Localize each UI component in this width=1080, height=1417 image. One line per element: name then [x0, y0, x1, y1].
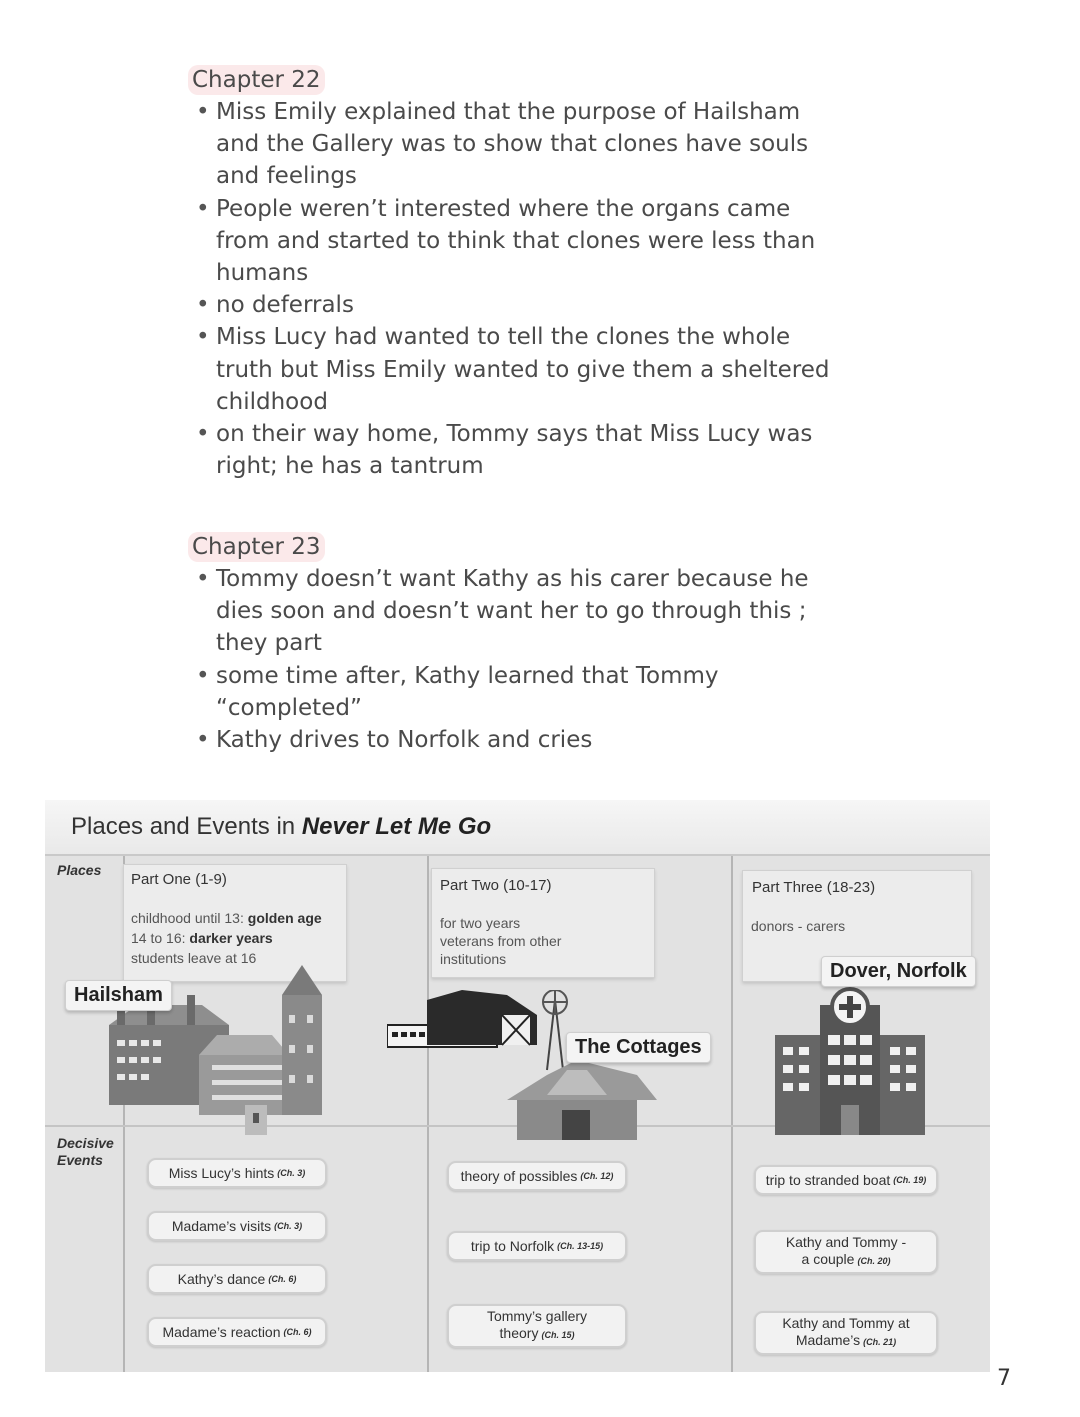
part-two-title: Part Two (10-17): [440, 877, 552, 894]
event-madames-visits: Madame’s visits (Ch. 3): [147, 1211, 327, 1241]
event-trip-to-stranded-boat: trip to stranded boat (Ch. 19): [754, 1165, 938, 1195]
place-label-dover-norfolk: Dover, Norfolk: [821, 956, 976, 987]
list-item: • People weren’t interested where the organs came from and started to think that clones were less than humans: [196, 193, 846, 290]
part-one-title: Part One (1-9): [131, 871, 227, 888]
event-madames-reaction: Madame’s reaction (Ch. 6): [147, 1317, 327, 1347]
event-trip-to-norfolk: trip to Norfolk (Ch. 13-15): [447, 1231, 627, 1261]
event-kathys-dance: Kathy’s dance (Ch. 6): [147, 1264, 327, 1294]
chapter-22-notes: [196, 96, 846, 482]
figure-title: Places and Events in Never Let Me Go: [71, 813, 492, 840]
list-item: • Miss Emily explained that the purpose of Hailsham and the Gallery was to show that clones have souls and feelings: [196, 96, 846, 193]
event-kathy-and-tommy-couple: Kathy and Tommy - a couple (Ch. 20): [754, 1230, 938, 1274]
part-three-description: donors - carers: [751, 918, 846, 934]
book-title: Never Let Me Go: [301, 813, 492, 840]
places-label: Places: [57, 862, 102, 878]
place-label-the-cottages: The Cottages: [566, 1032, 711, 1063]
list-item: • Kathy drives to Norfolk and cries: [196, 724, 846, 756]
column-divider: [731, 856, 733, 1372]
list-item: • some time after, Kathy learned that Tommy “completed”: [196, 660, 846, 724]
event-tommys-gallery-theory: Tommy’s gallery theory (Ch. 15): [447, 1304, 627, 1348]
list-item: • Miss Lucy had wanted to tell the clones the whole truth but Miss Emily wanted to give them a sheltered childhood: [196, 321, 846, 418]
part-three-title: Part Three (18-23): [752, 879, 876, 896]
list-item: • Tommy doesn’t want Kathy as his carer because he dies soon and doesn’t want her to go through this ; they part: [196, 563, 846, 660]
hospital-building-icon: [775, 985, 925, 1135]
event-miss-lucys-hints: Miss Lucy’s hints (Ch. 3): [147, 1158, 327, 1188]
cottages-barn-icon: [387, 990, 687, 1140]
part-two-description: for two years veterans from other institutions: [440, 915, 562, 967]
event-theory-of-possibles: theory of possibles (Ch. 12): [447, 1161, 627, 1191]
chapter-23-heading: Chapter 23: [188, 532, 325, 562]
list-item: • on their way home, Tommy says that Miss Lucy was right; he has a tantrum: [196, 418, 846, 482]
events-label-line2: Events: [57, 1152, 103, 1168]
places-events-figure: [45, 800, 990, 1372]
place-label-hailsham: Hailsham: [65, 980, 172, 1011]
chapter-22-heading: Chapter 22: [188, 65, 325, 95]
figure-header: [45, 800, 990, 856]
events-label-line1: Decisive: [57, 1135, 114, 1151]
event-kathy-and-tommy-at-madames: Kathy and Tommy at Madame’s (Ch. 21): [754, 1311, 938, 1355]
part-one-description: childhood until 13: golden age 14 to 16: darker years students leave at 16: [131, 910, 322, 966]
page-number: 7: [997, 1366, 1011, 1391]
chapter-23-notes: [196, 563, 846, 756]
list-item: • no deferrals: [196, 289, 846, 321]
